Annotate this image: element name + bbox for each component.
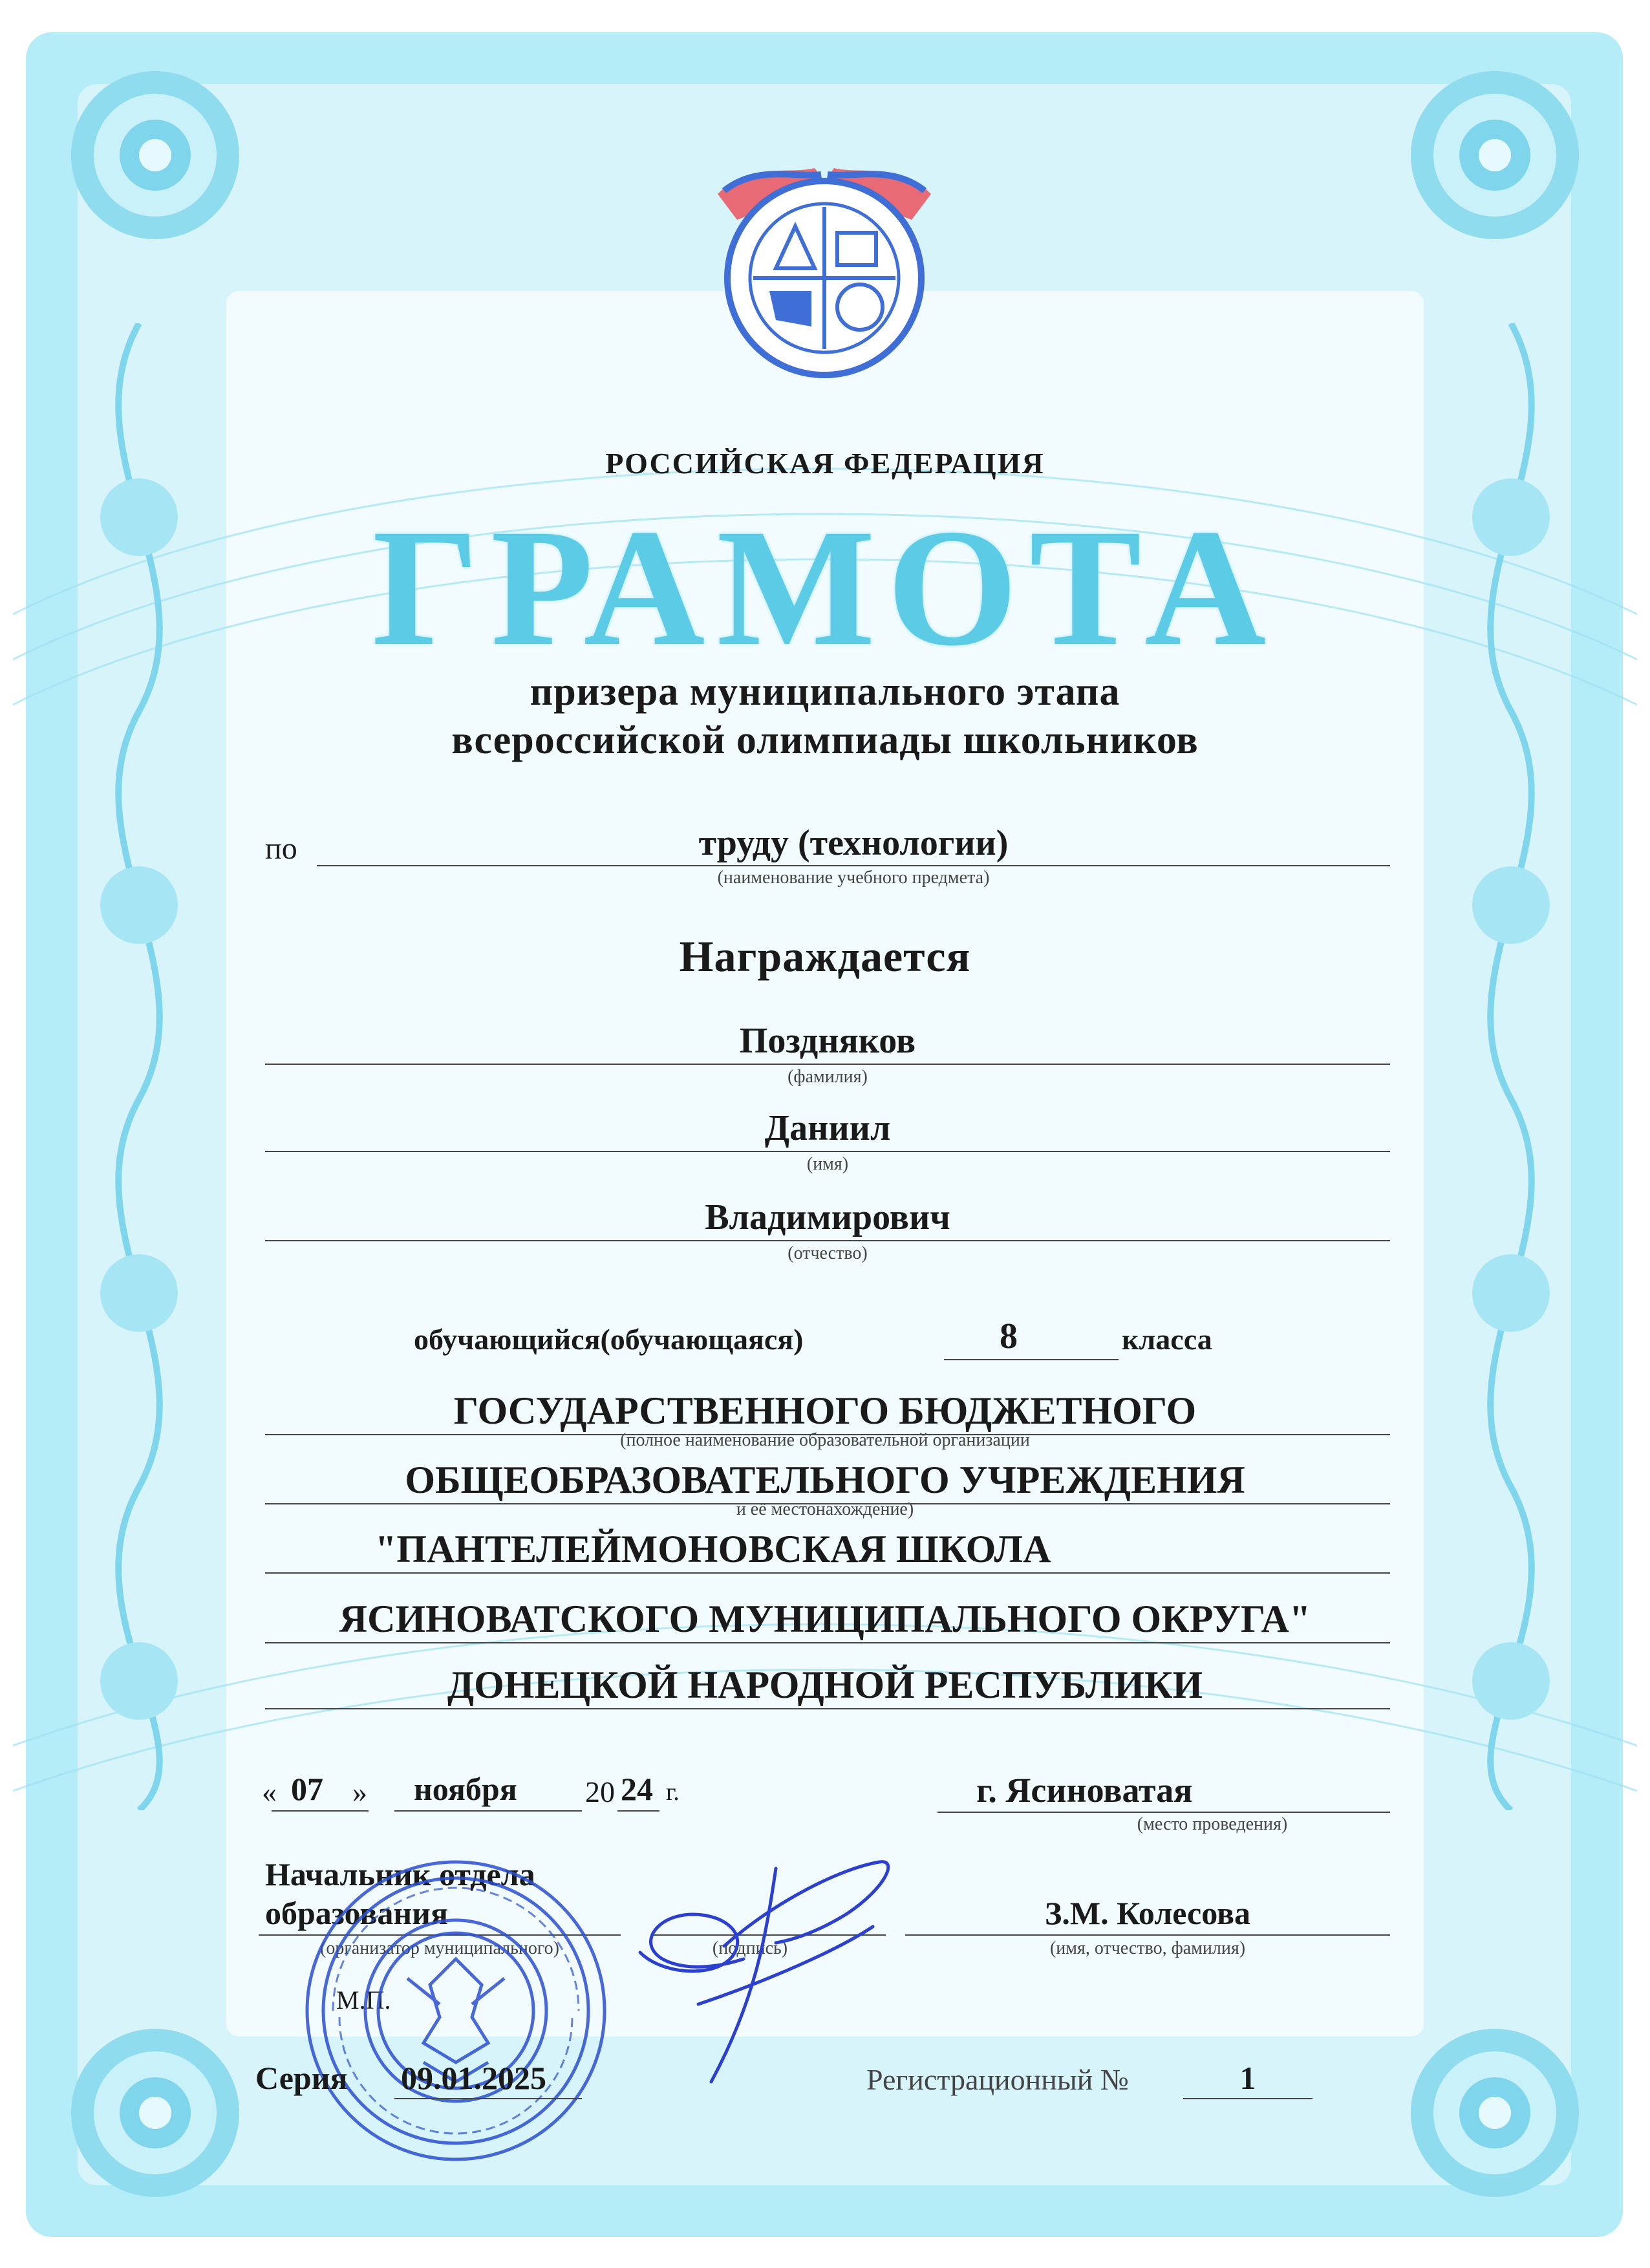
date-month: ноября — [414, 1771, 517, 1807]
month-underline — [394, 1810, 582, 1812]
grade-underline — [944, 1359, 1119, 1360]
grade-value: 8 — [1000, 1316, 1018, 1356]
signatory-name-caption: (имя, отчество, фамилия) — [1049, 1938, 1246, 1958]
patronymic-caption: (отчество) — [788, 1243, 868, 1263]
surname-underline — [265, 1064, 1390, 1065]
corner-rosette-icon — [1398, 2016, 1592, 2210]
position-caption: (организатор муниципального) — [320, 1938, 559, 1958]
subject-value: труду (технологии) — [698, 823, 1009, 863]
org-underline5 — [265, 1708, 1390, 1709]
date-year-unit: г. — [666, 1779, 680, 1806]
series-label: Серия — [255, 2060, 348, 2096]
series-value: 09.01.2025 — [401, 2060, 546, 2096]
reg-label: Регистрационный № — [866, 2063, 1129, 2096]
patronymic-underline — [265, 1240, 1390, 1241]
org-underline3 — [265, 1572, 1390, 1574]
country-label: РОССИЙСКАЯ ФЕДЕРАЦИЯ — [605, 447, 1045, 480]
name-caption: (имя) — [806, 1154, 849, 1174]
place-value: г. Ясиноватая — [976, 1771, 1193, 1810]
org-line2: ОБЩЕОБРАЗОВАТЕЛЬНОГО УЧРЕЖДЕНИЯ — [405, 1459, 1245, 1501]
subject-prefix: по — [265, 831, 297, 866]
stamp-ref: М.П. — [336, 1985, 391, 2015]
position-line2: образования — [265, 1895, 449, 1931]
official-stamp-icon — [294, 1849, 617, 2172]
org-line3: "ПАНТЕЛЕЙМОНОВСКАЯ ШКОЛА — [375, 1528, 1051, 1570]
subject-caption: (наименование учебного предмета) — [717, 868, 990, 888]
signatory-name: З.М. Колесова — [1045, 1895, 1250, 1931]
grade-prefix: обучающийся(обучающаяся) — [414, 1323, 804, 1356]
reg-underline — [1183, 2098, 1312, 2099]
name-value: Даниил — [764, 1108, 891, 1148]
org-caption1: (полное наименование образовательной организации — [620, 1430, 1030, 1450]
surname-value: Поздняков — [739, 1021, 916, 1061]
grade-suffix: класса — [1122, 1323, 1212, 1356]
org-caption2: и её местонахождение) — [736, 1499, 914, 1519]
surname-caption: (фамилия) — [788, 1067, 868, 1087]
name-underline — [265, 1151, 1390, 1152]
place-caption: (место проведения) — [1137, 1814, 1288, 1834]
day-underline — [272, 1810, 369, 1812]
handwritten-signature-icon — [627, 1830, 950, 2101]
awarded-label: Награждается — [679, 932, 971, 981]
date-day: 07 — [291, 1771, 323, 1807]
place-underline — [938, 1812, 1390, 1813]
corner-rosette-icon — [58, 2016, 252, 2210]
subtitle-line1: призера муниципального этапа — [530, 670, 1120, 714]
subject-underline — [317, 865, 1390, 866]
date-year-prefix: 20 — [585, 1775, 615, 1808]
date-year-suffix: 24 — [621, 1771, 653, 1807]
org-line1: ГОСУДАРСТВЕННОГО БЮДЖЕТНОГО — [453, 1389, 1197, 1432]
subtitle-line2: всероссийской олимпиады школьников — [451, 718, 1199, 762]
signature-caption: (подпись) — [712, 1938, 788, 1958]
corner-rosette-icon — [58, 58, 252, 252]
org-underline4 — [265, 1642, 1390, 1643]
signatory-name-underline — [905, 1934, 1390, 1936]
org-line4: ЯСИНОВАТСКОГО МУНИЦИПАЛЬНОГО ОКРУГА" — [339, 1598, 1311, 1640]
year-underline — [617, 1810, 659, 1812]
corner-rosette-icon — [1398, 58, 1592, 252]
position-line1: Начальник отдела — [265, 1856, 535, 1892]
olympiad-emblem-icon — [698, 136, 950, 388]
certificate-title: ГРАМОТА — [372, 495, 1278, 681]
date-open-quote: « — [262, 1775, 277, 1808]
series-underline — [394, 2098, 582, 2099]
reg-value: 1 — [1239, 2060, 1256, 2096]
org-line5: ДОНЕЦКОЙ НАРОДНОЙ РЕСПУБЛИКИ — [447, 1664, 1203, 1706]
patronymic-value: Владимирович — [705, 1197, 950, 1237]
date-close-quote: » — [352, 1775, 367, 1808]
